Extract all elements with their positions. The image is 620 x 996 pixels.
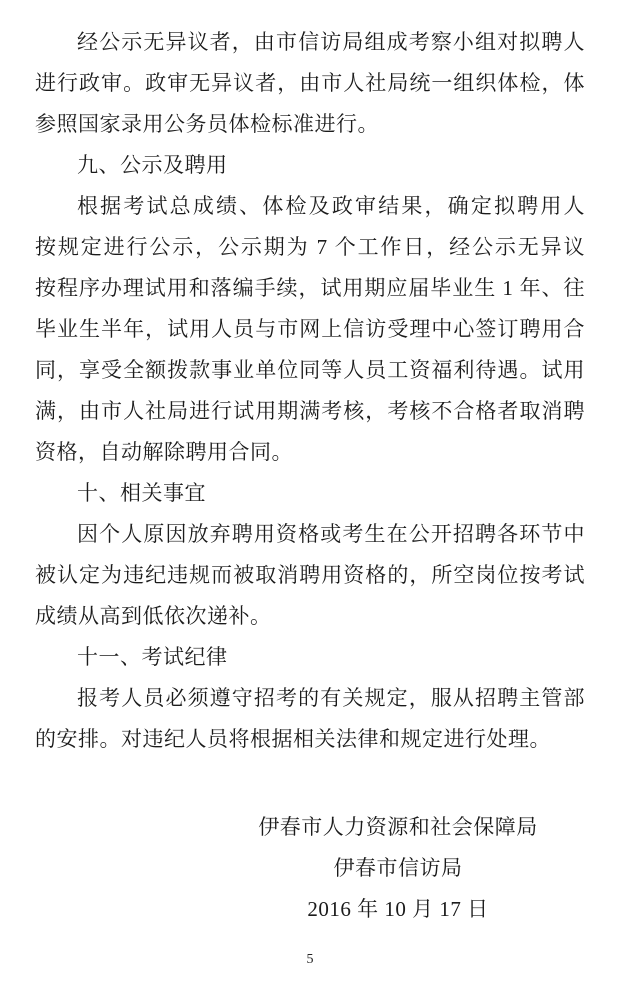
signature-org-secondary: 伊春市信访局 (333, 856, 463, 880)
paragraph-line: 成绩从高到低依次递补。 (35, 604, 272, 628)
document-body (35, 22, 585, 930)
paragraph-line: 报考人员必须遵守招考的有关规定，服从招聘主管部 (77, 686, 585, 710)
paragraph-line: 按程序办理试用和落编手续，试用期应届毕业生 1 年、往 (35, 276, 585, 300)
section-heading-11: 十一、考试纪律 (77, 645, 228, 669)
paragraph-line: 资格，自动解除聘用合同。 (35, 440, 293, 464)
paragraph-line: 满，由市人社局进行试用期满考核，考核不合格者取消聘 (35, 399, 585, 423)
section-heading-9: 九、公示及聘用 (77, 153, 228, 177)
section-heading-10: 十、相关事宜 (77, 481, 206, 505)
signature-date: 2016 年 10 月 17 日 (307, 897, 489, 921)
paragraph-line: 因个人原因放弃聘用资格或考生在公开招聘各环节中 (77, 522, 585, 546)
paragraph-line: 根据考试总成绩、体检及政审结果，确定拟聘用人 (77, 194, 585, 218)
paragraph-line: 经公示无异议者，由市信访局组成考察小组对拟聘人 (77, 30, 585, 54)
paragraph-line: 按规定进行公示，公示期为 7 个工作日，经公示无异议 (35, 235, 585, 259)
signature-org-primary: 伊春市人力资源和社会保障局 (258, 815, 538, 839)
paragraph-line: 毕业生半年，试用人员与市网上信访受理中心签订聘用合 (35, 317, 585, 341)
paragraph-line: 参照国家录用公务员体检标准进行。 (35, 112, 379, 136)
paragraph-line: 同，享受全额拨款事业单位同等人员工资福利待遇。试用 (35, 358, 585, 382)
paragraph-line: 的安排。对违纪人员将根据相关法律和规定进行处理。 (35, 727, 551, 751)
paragraph-line: 被认定为违纪违规而被取消聘用资格的，所空岗位按考试 (35, 563, 585, 587)
paragraph-line: 进行政审。政审无异议者，由市人社局统一组织体检，体 (35, 71, 585, 95)
page-number: 5 (306, 952, 314, 967)
signature-block (258, 807, 538, 930)
